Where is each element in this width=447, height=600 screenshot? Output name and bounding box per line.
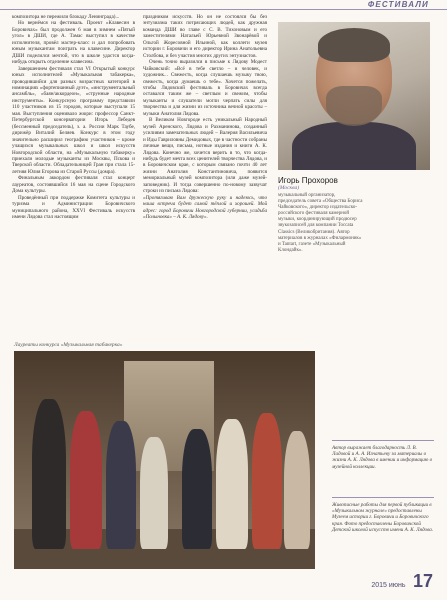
article-column-1 bbox=[12, 14, 135, 221]
page-folio bbox=[371, 571, 433, 592]
paragraph: Завершением фестиваля стал VI Открытый конкурс юных исполнителей «Музыкальная табакерка», проводившийся для разных возрастных категорий в номинациях «фортепианный дуэт», «инструментальный ансамбль», «баян/аккордеон», «струнные народные инструменты». Конкурсную программу представили 110 участников из 15 городов, которые выступали 15 мая. Выступления оценивало жюри: профессор Санкт-Петербургской консерватории Игорь Лебедев (бессменный председатель), з. а. России Марк Таубе, дирижёр Виталий Беляев. Конкурс в этом году значительно расширил географию участников – кроме учащихся музыкальных школ и школ искусств Новгородской области, на «Музыкальную табакерку» приехали молодые музыканты из Москвы, Пскова и Тверской области. Обладательницей Гран при стала 15-летняя Юлия Егорова из Старой Руссы (домра). bbox=[12, 65, 135, 175]
page-header bbox=[0, 0, 447, 12]
paragraph: композитора не пережили блокаду Ленинграда)... bbox=[12, 14, 120, 20]
note-rule bbox=[332, 440, 434, 441]
author-sidebar bbox=[278, 22, 436, 254]
section-title: ФЕСТИВАЛИ bbox=[364, 0, 429, 9]
paragraph: Но вернёмся на фестиваль. Проект «Клавесин в Боровичах» был продолжен 6 мая в зимнем «Пятый угол» в ДШИ, где А. Тамас выступил в качестве исполнителя, провёл мастер-класс и дал попробовать юным музыкантам поиграть на клавесине. Директор ДШИ поделился мечтой, что в школе удастся когда-нибудь открыть отделение клавесина. bbox=[12, 20, 135, 66]
paragraph: В Великом Новгороде есть уникальный Народный музей Аренского, Лядова и Рахманинова, созданный усилиями замечательных людей – Валерия Васильевича и Иды Гавриловны Демидовых, где в частности собраны личные вещи, письма, нотные издания и книги А. К. Лядова. Конечно же, хочется верить в то, что когда-нибудь будет мечта всех ценителей творчества Лядова, и в Боровичском крае, с которым связано почти 40 лет жизни Анатолия Константиновича, появится мемориальный музей композитора (или даже музей-заповедник). И тогда совершенно по-новому зазвучат строки из письма Лядова: bbox=[143, 117, 267, 195]
page-number: 17 bbox=[412, 571, 433, 591]
article-column-2 bbox=[143, 14, 267, 221]
photo-caption: Лауреаты конкурса «Музыкальная табакерка» bbox=[14, 342, 123, 348]
paragraph: Финальным аккордом фестиваля стал концерт лауреатов, состоявшийся 16 мая на сцене Городского Дома культуры. bbox=[12, 175, 135, 195]
acknowledgement-note: Автор выражает благодарность Л. В. Ладовой и А. А. Игнатьеву за материалы о жизни А. К. Лядова в имении и информацию о музейной коллекции. bbox=[332, 445, 433, 470]
author-portrait bbox=[278, 22, 430, 170]
header-rule bbox=[0, 9, 447, 10]
paragraph: праздником искусств. Но он не состоялся бы без энтузиазма таких потрясающих людей, как дружная команда ДШИ во главе с С. В. Тихоновым и его заместителями Натальей Юрьевной Звонарёвой и Ольгой Жоресовной Ильиной, как коллеги музея истории г. Боровичи и его директор Ирина Анатольевна Столбова, и без участия многих других энтузиастов. bbox=[143, 14, 267, 59]
issue-date: 2015 июнь bbox=[371, 582, 406, 589]
credits-note: Живописные работы для первой публикации в «Музыкальном журнале» предоставлены Музеем истории г. Боровичи и Боровичского края. Фото предоставлены Боровичской Детской школой искусств имени А. К. Лядова. bbox=[332, 502, 434, 533]
letter-quote: «Протягиваю Вам дружескую руку и надеюсь, что наша встреча будет самой тёплой и хорошей. Мой адрес: город Боровичи Новгородской губернии, усадьба «Полыновка» – А. К. Лядову». bbox=[143, 194, 267, 221]
laureates-photo bbox=[14, 351, 315, 569]
author-city: (Москва) bbox=[278, 185, 300, 191]
author-bio: музыкальный организатор, председатель совета «Общества Бориса Чайковского», директор издательско-российского фестиваля камерной музыки, координирующий продюсер звукозаписей для компании Toccata Classics (Великобритания). Автор материалов в журналах «Филармоник» и Tantart, газете «Музыкальный Клондайк». bbox=[278, 193, 363, 253]
paragraph: Очень точно выразился в письме к Лядову Модест Чайковский: «Всё в тебе светло – и человек, и художник... Свежесть, когда слушаешь музыку твою, свежесть, когда думаешь о тебе». Хочется пожелать, чтобы Лядовский фестиваль в Боровичах всегда оставался таким же – светлым и свежим, чтобы музыканты и слушатели могли черпать силы для творчества и для жизни из источника вечной красоты – музыки Анатолия Лядова. bbox=[143, 59, 267, 117]
paragraph: Проведённый при поддержке Комитета культуры и туризма и Администрации Боровичского муниципального района, XXVI Фестиваль искусств имени Лядова стал настоящим bbox=[12, 194, 135, 221]
note-rule bbox=[332, 497, 434, 498]
author-name: Игорь Прохоров bbox=[278, 176, 338, 185]
